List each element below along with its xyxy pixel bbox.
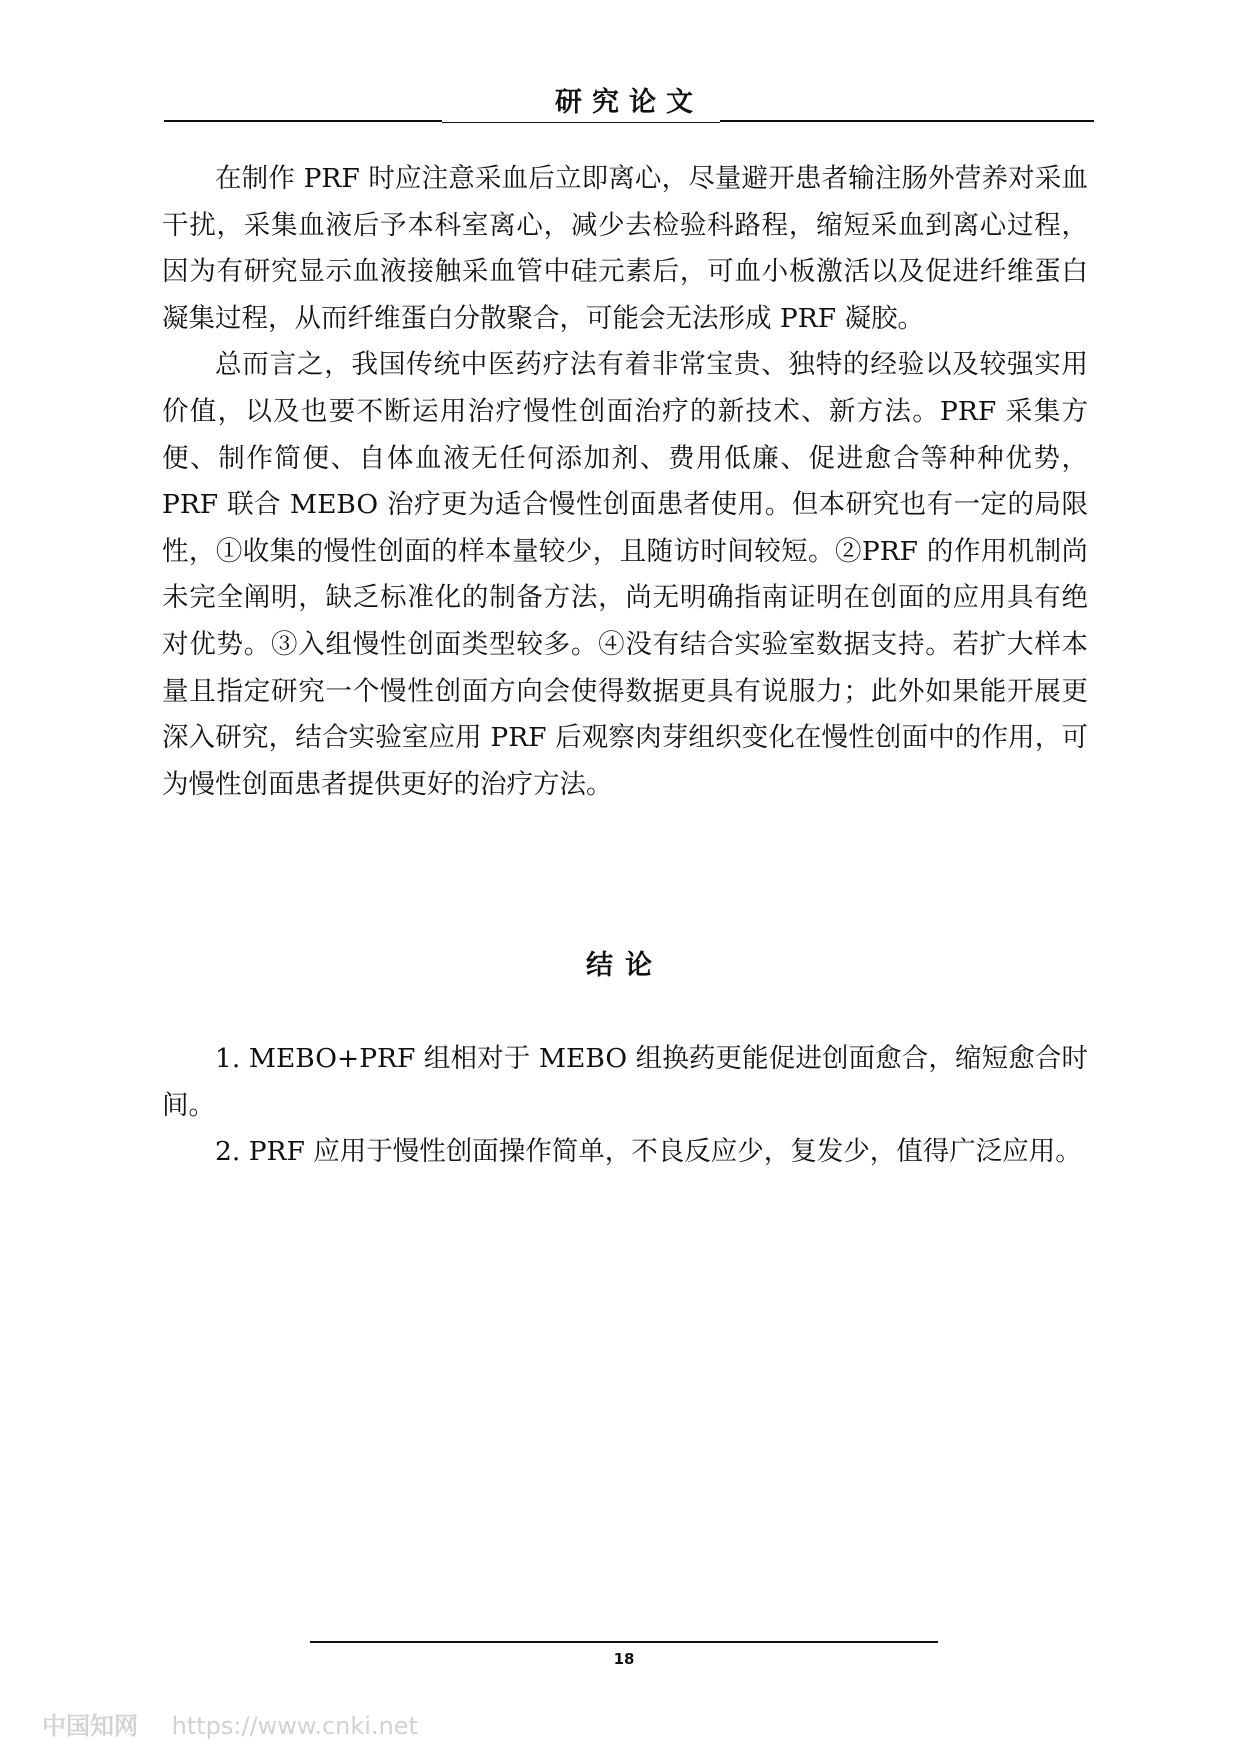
conclusion-item: 2. PRF 应用于慢性创面操作简单，不良反应少，复发少，值得广泛应用。 [215,1136,1082,1168]
page-number: 18 [613,1650,635,1668]
header-rule-under [442,122,720,123]
watermark [42,1706,418,1741]
conclusion-list [162,1036,1088,1176]
watermark-name: 中国知网 [42,1712,138,1740]
running-header [164,88,1094,122]
body-text [162,156,1088,808]
body-paragraph: 在制作 PRF 时应注意采血后立即离心，尽量避开患者输注肠外营养对采血干扰，采集血液后予本科室离心，减少去检验科路程，缩短采血到离心过程，因为有研究显示血液接触采血管中硅元素后，可血小板激活以及促进纤维蛋白凝集过程，从而纤维蛋白分散聚合，可能会无法形成 PRF 凝胶。 [162,163,1088,334]
conclusion-item: 1. MEBO+PRF 组相对于 MEBO 组换药更能促进创面愈合，缩短愈合时间。 [162,1043,1088,1121]
watermark-url: https://www.cnki.net [171,1712,418,1740]
header-title: 研究论文 [555,87,703,118]
header-rule-left [164,120,442,122]
header-rule-right [720,120,1094,122]
section-heading-conclusion: 结论 [586,950,664,981]
body-paragraph: 总而言之，我国传统中医药疗法有着非常宝贵、独特的经验以及较强实用价值，以及也要不断运用治疗慢性创面治疗的新技术、新方法。PRF 采集方便、制作简便、自体血液无任何添加剂、费用低廉、促进愈合等种种优势，PRF 联合 MEBO 治疗更为适合慢性创面患者使用。但本研究也有一定的局限性，①收集的慢性创面的样本量较少，且随访时间较短。②PRF 的作用机制尚未完全阐明，缺乏标准化的制备方法，尚无明确指南证明在创面的应用具有绝对优势。③入组慢性创面类型较多。④没有结合实验室数据支持。若扩大样本量且指定研究一个慢性创面方向会使得数据更具有说服力；此外如果能开展更深入研究，结合实验室应用 PRF 后观察肉芽组织变化在慢性创面中的作用，可为慢性创面患者提供更好的治疗方法。 [162,349,1088,800]
footer-rule [310,1641,938,1643]
